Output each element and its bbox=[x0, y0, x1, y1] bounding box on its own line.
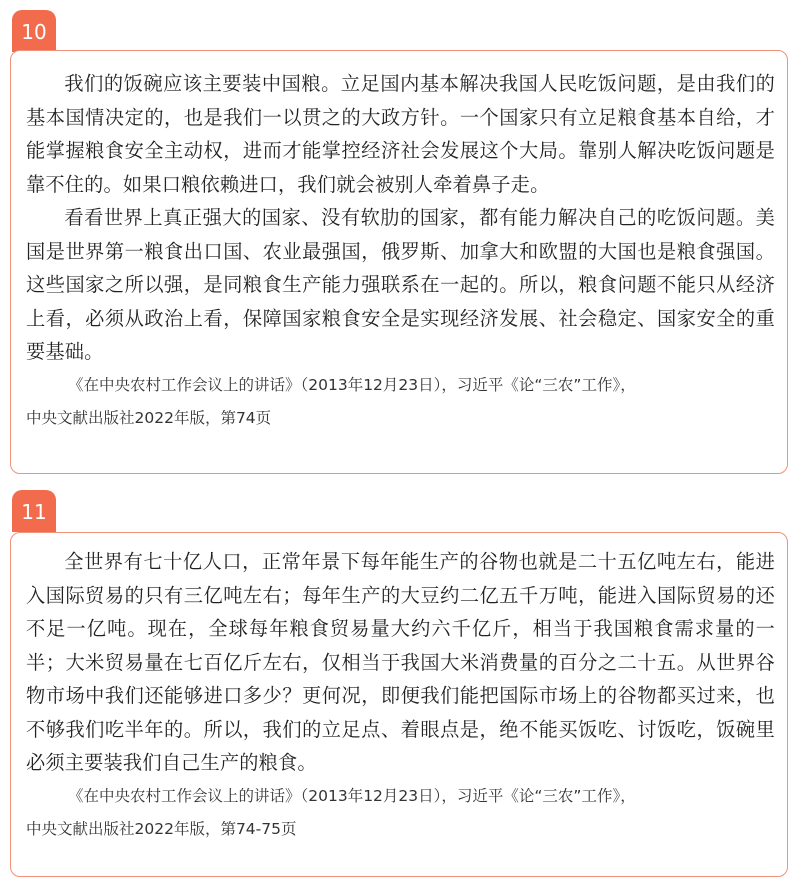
quote-content bbox=[26, 67, 775, 435]
quote-paragraph: 我们的饭碗应该主要装中国粮。立足国内基本解决我国人民吃饭问题，是由我们的基本国情决定的，也是我们一以贯之的大政方针。一个国家只有立足粮食基本自给，才能掌握粮食安全主动权，进而才能掌控经济社会发展这个大局。靠别人解决吃饭问题是靠不住的。如果口粮依赖进口，我们就会被别人牵着鼻子走。 bbox=[26, 72, 775, 196]
citation-line: 中央文献出版社2022年版，第74-75页 bbox=[26, 819, 297, 838]
citation-line: 《在中央农村工作会议上的讲话》（2013年12月23日），习近平《论“三农”工作》， bbox=[68, 375, 636, 394]
section-number-badge: 11 bbox=[12, 490, 56, 532]
section-number-badge: 10 bbox=[12, 10, 56, 52]
citation-line: 中央文献出版社2022年版，第74页 bbox=[26, 408, 272, 427]
quote-card bbox=[10, 50, 788, 474]
citation bbox=[26, 780, 775, 846]
quote-paragraph: 全世界有七十亿人口，正常年景下每年能生产的谷物也就是二十五亿吨左右，能进入国际贸易的只有三亿吨左右；每年生产的大豆约二亿五千万吨，能进入国际贸易的还不足一亿吨。现在，全球每年粮食贸易量大约六千亿斤，相当于我国粮食需求量的一半；大米贸易量在七百亿斤左右，仅相当于我国大米消费量的百分之二十五。从世界谷物市场中我们还能够进口多少？更何况，即便我们能把国际市场上的谷物都买过来，也不够我们吃半年的。所以，我们的立足点、着眼点是，绝不能买饭吃、讨饭吃，饭碗里必须主要装我们自己生产的粮食。 bbox=[26, 550, 775, 774]
quote-content bbox=[26, 545, 775, 846]
citation-line: 《在中央农村工作会议上的讲话》（2013年12月23日），习近平《论“三农”工作》， bbox=[68, 786, 636, 805]
quote-card bbox=[10, 532, 788, 877]
quote-paragraph: 看看世界上真正强大的国家、没有软肋的国家，都有能力解决自己的吃饭问题。美国是世界第一粮食出口国、农业最强国，俄罗斯、加拿大和欧盟的大国也是粮食强国。这些国家之所以强，是同粮食生产能力强联系在一起的。所以，粮食问题不能只从经济上看，必须从政治上看，保障国家粮食安全是实现经济发展、社会稳定、国家安全的重要基础。 bbox=[26, 206, 775, 363]
citation bbox=[26, 369, 775, 435]
